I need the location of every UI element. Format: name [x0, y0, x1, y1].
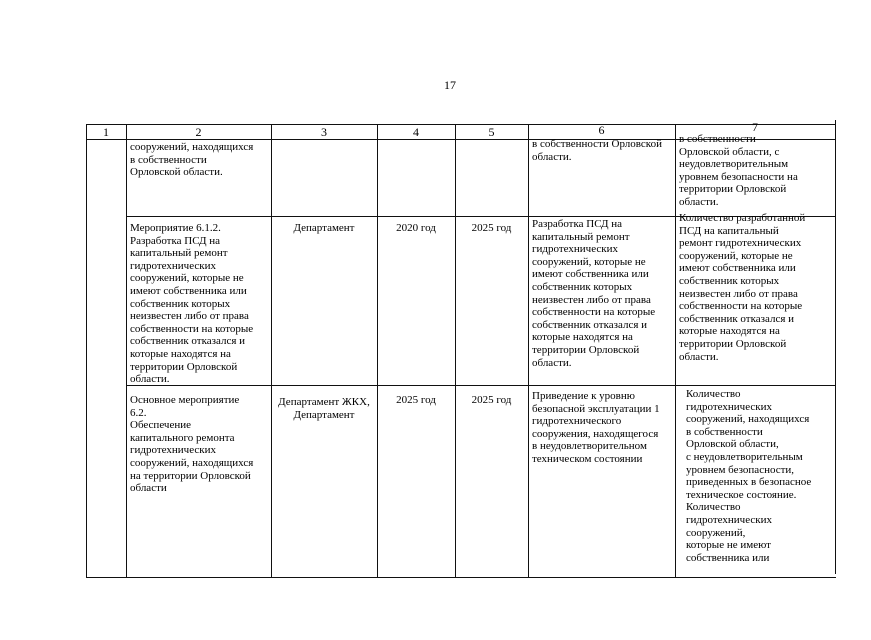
table-border-bottom	[86, 577, 836, 578]
row3-end-year: 2025 год	[471, 394, 512, 406]
column-divider	[528, 124, 529, 578]
header-col-1: 1	[103, 125, 109, 139]
row3-executor: Департамент ЖКХ, Департамент	[278, 396, 370, 421]
table-border-right	[835, 120, 836, 574]
row1-activity: сооружений, находящихся в собственности Орловской области.	[130, 141, 254, 179]
row1-result: в собственности Орловской области.	[532, 138, 662, 163]
row3-result: Приведение к уровню безопасной эксплуатации 1 гидротехнического сооружения, находящегося в неудовлетворительном техническом состоянии	[532, 390, 660, 465]
column-divider	[675, 124, 676, 578]
header-col-7: 7	[752, 120, 758, 134]
row3-activity: Основное мероприятие 6.2. Обеспечение капитального ремонта гидротехнических сооружений, находящихся на территории Орловской области	[130, 394, 254, 495]
header-col-3: 3	[321, 125, 327, 139]
row3-indicator: Количество гидротехнических сооружений, находящихся в собственности Орловской области, с неудовлетворительным уровнем безопасности, приведенных в безопасное техническое состояние. Количество гидротехнических сооружений, которые не имеют собственника или	[686, 388, 812, 564]
header-col-2: 2	[195, 125, 202, 139]
row3-start-year: 2025 год	[396, 394, 436, 406]
row2-end-year: 2025 год	[471, 222, 512, 234]
row2-result: Разработка ПСД на капитальный ремонт гидротехнических сооружений, которые не имеют собственника или собственник которых неизвестен либо от права собственности на которые собственник отказался и которые находятся на территории Орловской области.	[532, 218, 656, 369]
row2-activity: Мероприятие 6.1.2. Разработка ПСД на капитальный ремонт гидротехнических сооружений, которые не имеют собственника или собственник которых неизвестен либо от права собственности на которые собственник отказался и которые находятся на территории Орловской области.	[130, 222, 254, 386]
column-divider	[455, 124, 456, 578]
header-col-4: 4	[413, 125, 419, 139]
column-divider	[377, 124, 378, 578]
column-divider	[271, 124, 272, 578]
column-divider	[126, 124, 127, 578]
header-col-5: 5	[488, 125, 495, 139]
table-border-left	[86, 124, 87, 578]
row2-indicator: Количество разработанной ПСД на капитальный ремонт гидротехнических сооружений, которые не имеют собственника или собственник которых неизвестен либо от права собственности на которые собственник отказался и которые находятся на территории Орловской области.	[679, 212, 806, 363]
page-number: 17	[444, 78, 456, 92]
header-col-6: 6	[598, 123, 605, 137]
row2-executor: Департамент	[293, 222, 355, 234]
data-table	[86, 120, 836, 578]
row2-start-year: 2020 год	[396, 222, 436, 234]
row1-indicator: в собственности Орловской области, с неудовлетворительным уровнем безопасности на территории Орловской области.	[679, 133, 798, 208]
